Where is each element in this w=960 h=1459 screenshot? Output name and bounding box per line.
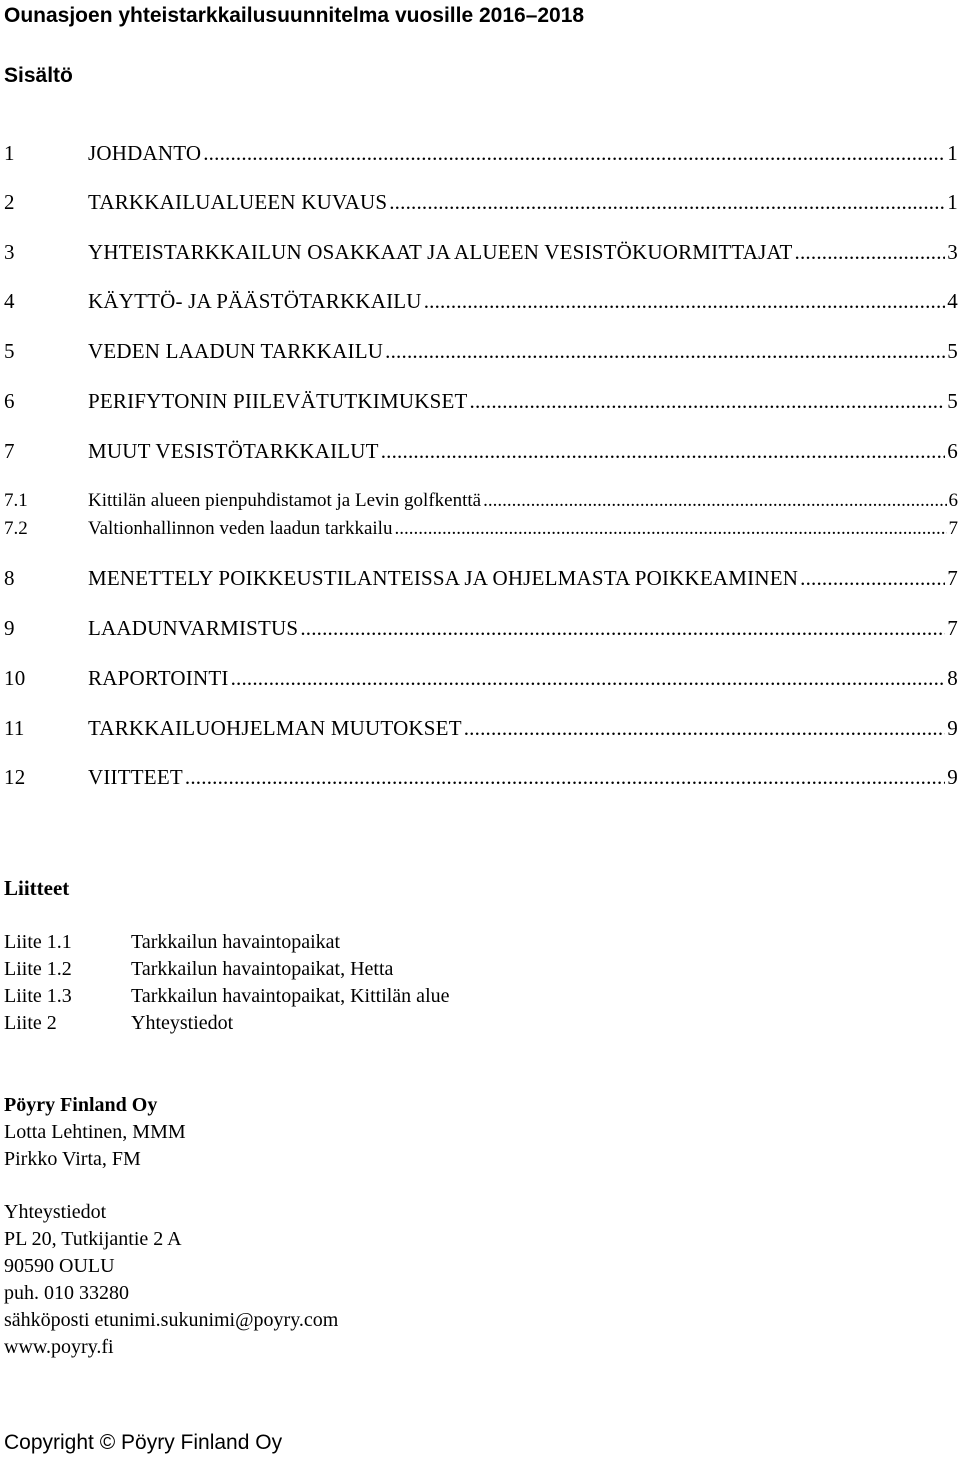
- appendix-code: Liite 1.3: [4, 985, 72, 1007]
- toc-number: 12: [4, 765, 26, 789]
- toc-number: 2: [4, 190, 15, 214]
- toc-entry: [4, 287, 960, 315]
- toc-page-number: 1: [947, 190, 958, 214]
- toc-page-number: 9: [947, 765, 958, 789]
- toc-subentry: [4, 487, 960, 515]
- toc-entry: [4, 139, 960, 167]
- toc-number: 10: [4, 666, 26, 690]
- toc-title: VEDEN LAADUN TARKKAILU: [88, 339, 384, 363]
- toc-page-number: 5: [947, 389, 958, 413]
- toc-leader: [470, 387, 946, 415]
- toc-number: 4: [4, 289, 15, 313]
- toc-entry: [4, 188, 960, 216]
- toc-title: TARKKAILUOHJELMAN MUUTOKSET: [88, 716, 462, 740]
- toc-entry: [4, 614, 960, 642]
- toc-number: 5: [4, 339, 15, 363]
- appendix-title: Tarkkailun havaintopaikat, Hetta: [131, 958, 394, 980]
- toc-page-number: 6: [947, 439, 958, 463]
- contents-heading: Sisältö: [4, 64, 73, 87]
- toc-page-number: 6: [948, 490, 958, 511]
- toc-page-number: 7: [947, 566, 958, 590]
- toc-leader: [385, 337, 945, 365]
- toc-entry: [4, 238, 960, 266]
- toc-number: 7: [4, 439, 15, 463]
- company-name: Pöyry Finland Oy: [4, 1094, 158, 1116]
- toc-title: LAADUNVARMISTUS: [88, 616, 299, 640]
- toc-leader: [483, 487, 946, 515]
- toc-entry: [4, 387, 960, 415]
- toc-number: 11: [4, 716, 25, 740]
- toc-title: YHTEISTARKKAILUN OSAKKAAT JA ALUEEN VESISTÖKUORMITTAJAT: [88, 240, 793, 264]
- toc-page-number: 7: [948, 518, 958, 539]
- toc-number: 1: [4, 141, 15, 165]
- phone-number: puh. 010 33280: [4, 1282, 129, 1304]
- toc-number: 9: [4, 616, 15, 640]
- toc-title: TARKKAILUALUEEN KUVAUS: [88, 190, 388, 214]
- copyright-notice: Copyright © Pöyry Finland Oy: [4, 1431, 283, 1454]
- toc-number: 8: [4, 566, 15, 590]
- toc-page-number: 5: [947, 339, 958, 363]
- toc-leader: [381, 437, 946, 465]
- toc-entry: [4, 714, 960, 742]
- toc-leader: [389, 188, 945, 216]
- toc-leader: [800, 564, 945, 592]
- toc-leader: [795, 238, 946, 266]
- toc-number: 6: [4, 389, 15, 413]
- email-address: sähköposti etunimi.sukunimi@poyry.com: [4, 1309, 339, 1331]
- document-title: Ounasjoen yhteistarkkailusuunnitelma vuosille 2016–2018: [4, 4, 585, 27]
- toc-entry: [4, 437, 960, 465]
- appendix-code: Liite 2: [4, 1012, 57, 1034]
- toc-page-number: 7: [947, 616, 958, 640]
- toc-page-number: 4: [947, 289, 958, 313]
- website-url: www.poyry.fi: [4, 1336, 114, 1358]
- postal-city: 90590 OULU: [4, 1255, 115, 1277]
- toc-entry: [4, 337, 960, 365]
- toc-leader: [300, 614, 945, 642]
- toc-entry: [4, 664, 960, 692]
- toc-title: VIITTEET: [88, 765, 183, 789]
- toc-leader: [231, 664, 946, 692]
- toc-leader: [185, 763, 945, 791]
- toc-title: MUUT VESISTÖTARKKAILUT: [88, 439, 379, 463]
- toc-title: RAPORTOINTI: [88, 666, 229, 690]
- author-name: Lotta Lehtinen, MMM: [4, 1121, 186, 1143]
- appendix-title: Tarkkailun havaintopaikat, Kittilän alue: [131, 985, 450, 1007]
- author-name: Pirkko Virta, FM: [4, 1148, 141, 1170]
- toc-page-number: 9: [947, 716, 958, 740]
- toc-page-number: 8: [947, 666, 958, 690]
- appendix-row: [4, 956, 393, 983]
- contact-heading: Yhteystiedot: [4, 1201, 107, 1223]
- appendix-title: Tarkkailun havaintopaikat: [131, 931, 341, 953]
- toc-leader: [394, 515, 946, 543]
- toc-number: 7.1: [4, 490, 28, 511]
- appendix-title: Yhteystiedot: [131, 1012, 234, 1034]
- toc-title: JOHDANTO: [88, 141, 202, 165]
- toc-title: PERIFYTONIN PIILEVÄTUTKIMUKSET: [88, 389, 468, 413]
- toc-title: Valtionhallinnon veden laadun tarkkailu: [88, 518, 393, 539]
- appendix-code: Liite 1.2: [4, 958, 72, 980]
- toc-number: 7.2: [4, 518, 28, 539]
- toc-entry: [4, 763, 960, 791]
- toc-entry: [4, 564, 960, 592]
- appendix-row: [4, 929, 340, 956]
- toc-page-number: 3: [947, 240, 958, 264]
- toc-title: KÄYTTÖ- JA PÄÄSTÖTARKKAILU: [88, 289, 422, 313]
- toc-leader: [464, 714, 946, 742]
- toc-title: Kittilän alueen pienpuhdistamot ja Levin golfkenttä: [88, 490, 482, 511]
- appendix-row: [4, 1010, 233, 1037]
- toc-subentry: [4, 515, 960, 543]
- toc-page-number: 1: [947, 141, 958, 165]
- toc-number: 3: [4, 240, 15, 264]
- toc-leader: [203, 139, 945, 167]
- appendices-heading: Liitteet: [4, 876, 70, 900]
- toc-leader: [424, 287, 946, 315]
- postal-address: PL 20, Tutkijantie 2 A: [4, 1228, 182, 1250]
- appendix-row: [4, 983, 450, 1010]
- toc-title: MENETTELY POIKKEUSTILANTEISSA JA OHJELMASTA POIKKEAMINEN: [88, 566, 799, 590]
- appendix-code: Liite 1.1: [4, 931, 72, 953]
